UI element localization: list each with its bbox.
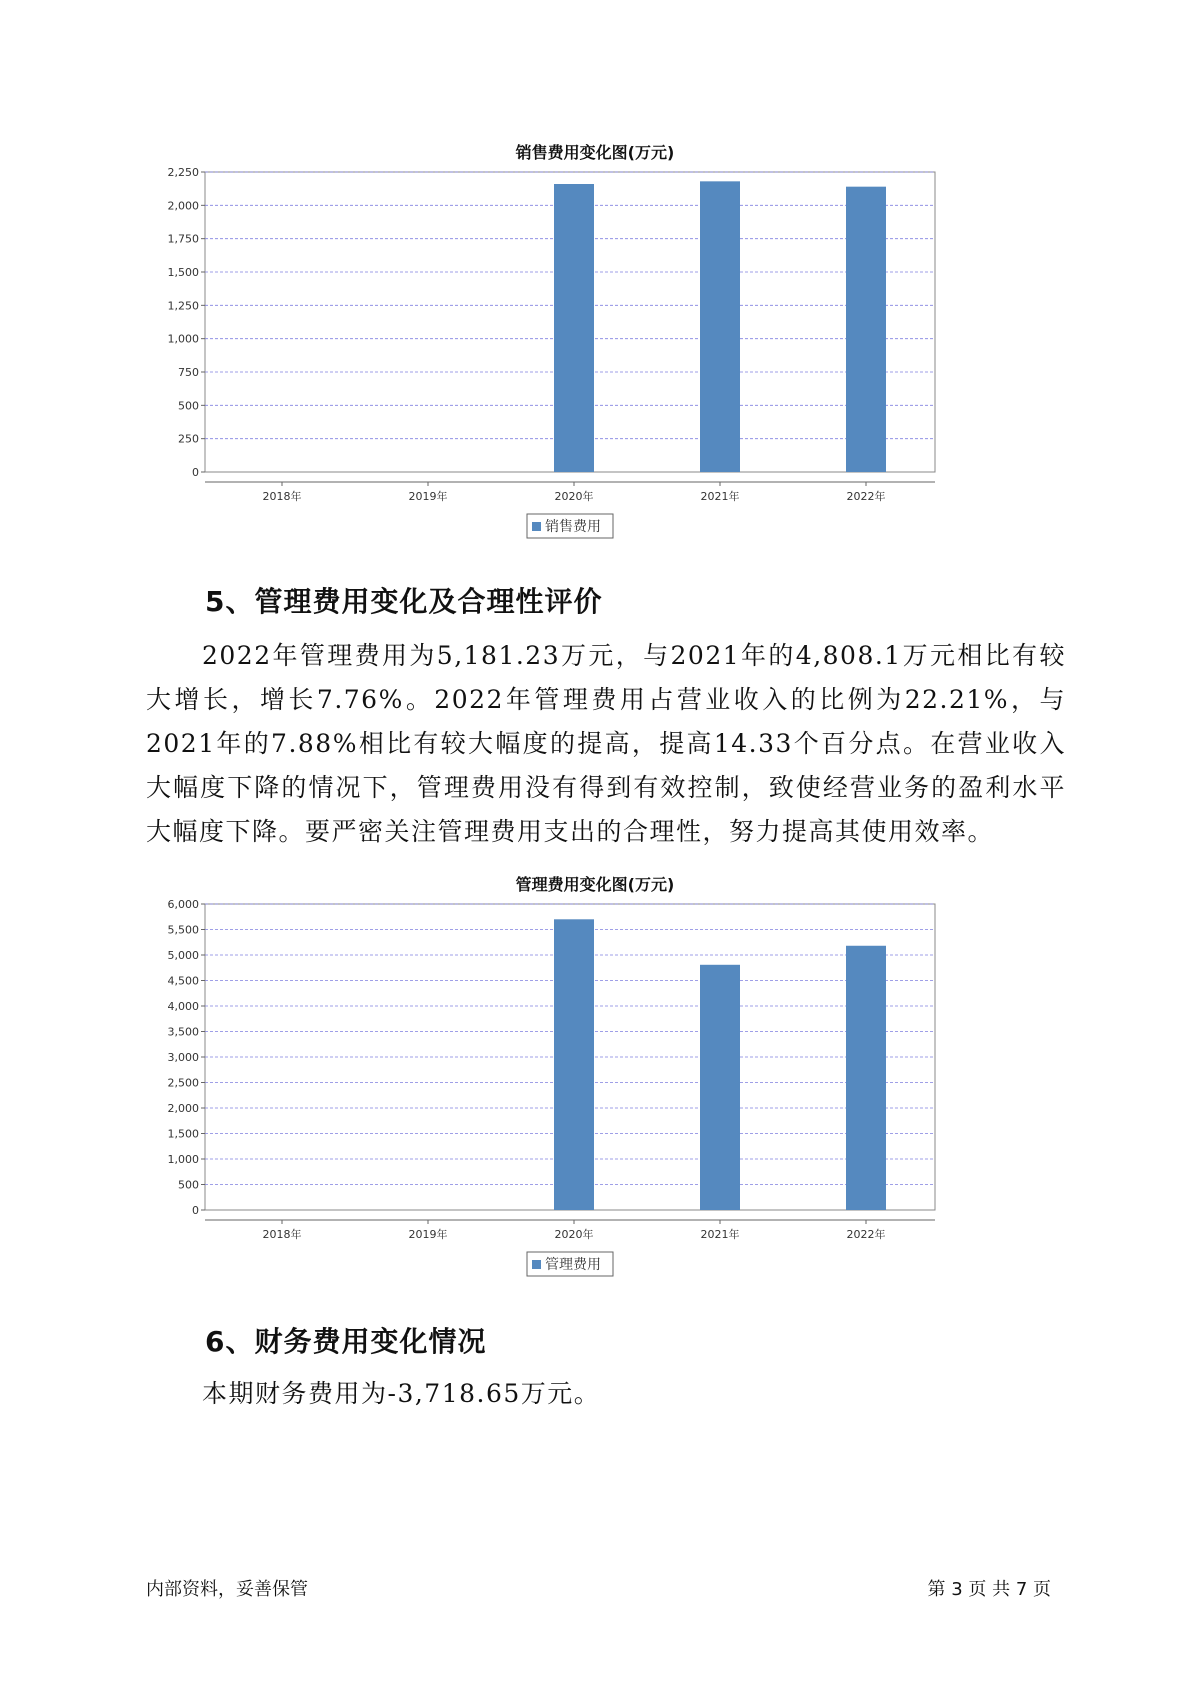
x-tick-label: 2019年	[408, 1228, 448, 1241]
legend-swatch	[532, 522, 541, 531]
y-tick-label: 250	[178, 432, 199, 446]
admin-expense-chart	[150, 872, 1040, 1292]
y-tick-label: 2,000	[167, 199, 199, 213]
y-tick-label: 1,750	[167, 232, 199, 246]
footer-page-number: 第 3 页 共 7 页	[927, 1579, 1051, 1600]
y-tick-label: 4,000	[167, 1000, 199, 1013]
chart-title: 管理费用变化图(万元)	[515, 875, 675, 894]
y-tick-label: 1,500	[167, 266, 199, 279]
y-tick-label: 6,000	[167, 898, 199, 911]
section6-heading: 6、财务费用变化情况	[205, 1325, 487, 1358]
legend-label: 管理费用	[545, 1257, 601, 1273]
admin-expense-chart-svg	[150, 872, 1040, 1292]
bar	[554, 184, 594, 472]
section5-paragraph-text: 2022年管理费用为5,181.23万元，与2021年的4,808.1万元相比有较大增长，增长7.76%。2022年管理费用占营业收入的比例为22.21%，与2021年的7.88%相比有较大幅度的提高，提高14.33个百分点。在营业收入大幅度下降的情况下，管理费用没有得到有效控制，致使经营业务的盈利水平大幅度下降。要严密关注管理费用支出的合理性，努力提高其使用效率。	[146, 641, 1066, 846]
y-tick-label: 4,500	[167, 974, 199, 988]
x-tick-label: 2021年	[700, 1228, 740, 1241]
y-tick-label: 1,500	[167, 1127, 199, 1141]
y-tick-label: 500	[178, 399, 199, 413]
x-tick-label: 2020年	[554, 490, 594, 503]
x-tick-label: 2021年	[700, 490, 740, 503]
y-tick-label: 2,500	[167, 1076, 199, 1090]
y-tick-label: 750	[178, 366, 199, 379]
y-tick-label: 2,000	[167, 1102, 199, 1115]
y-tick-label: 1,250	[167, 299, 199, 313]
section6-paragraph: 本期财务费用为-3,718.65万元。	[202, 1379, 601, 1408]
bar	[700, 181, 740, 472]
chart-title: 销售费用变化图(万元)	[515, 143, 675, 162]
section5-paragraph	[146, 634, 1066, 854]
y-tick-label: 0	[192, 466, 199, 479]
y-tick-label: 0	[192, 1204, 199, 1217]
bar	[846, 187, 886, 472]
bar	[846, 946, 886, 1210]
x-tick-label: 2020年	[554, 1228, 594, 1241]
sales-expense-chart	[150, 140, 1040, 555]
x-tick-label: 2022年	[846, 490, 886, 503]
bar	[554, 919, 594, 1210]
legend-label: 销售费用	[545, 519, 601, 535]
bar	[700, 965, 740, 1210]
y-tick-label: 500	[178, 1178, 199, 1192]
x-tick-label: 2018年	[262, 490, 302, 503]
y-tick-label: 3,500	[167, 1025, 199, 1039]
y-tick-label: 5,500	[167, 923, 199, 937]
y-tick-label: 1,000	[167, 1153, 199, 1166]
y-tick-label: 5,000	[167, 949, 199, 962]
y-tick-label: 3,000	[167, 1051, 199, 1064]
y-tick-label: 1,000	[167, 332, 199, 346]
x-tick-label: 2022年	[846, 1228, 886, 1241]
sales-expense-chart-svg	[150, 140, 1040, 555]
y-tick-label: 2,250	[167, 166, 199, 179]
x-tick-label: 2018年	[262, 1228, 302, 1241]
legend-swatch	[532, 1260, 541, 1269]
section5-heading: 5、管理费用变化及合理性评价	[205, 585, 603, 618]
footer-confidential: 内部资料，妥善保管	[146, 1579, 308, 1600]
x-tick-label: 2019年	[408, 490, 448, 503]
